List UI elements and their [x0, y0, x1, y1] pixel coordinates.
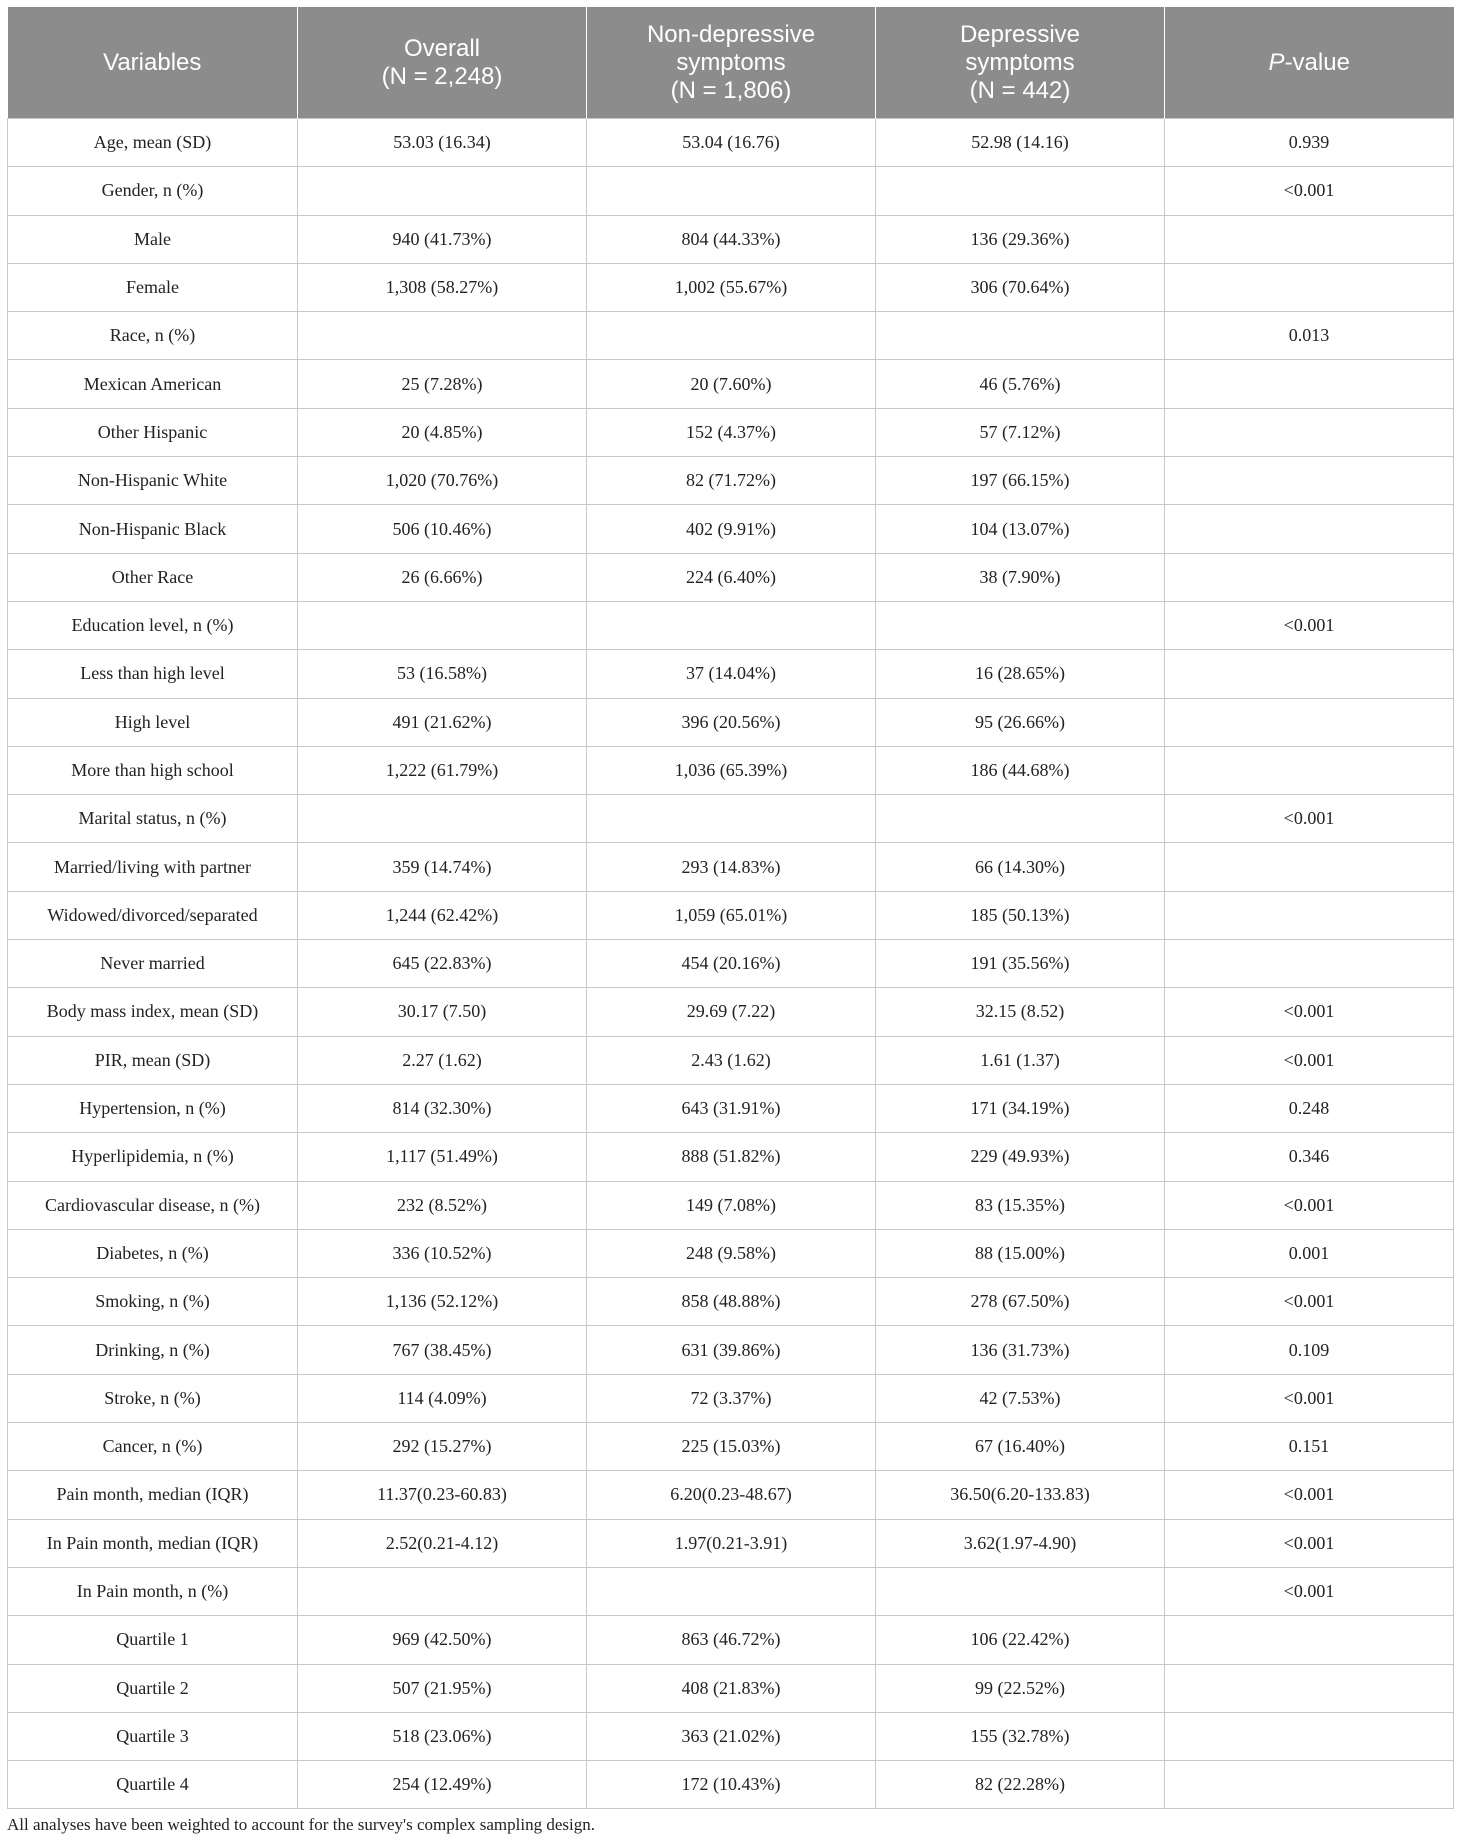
p-value-cell: 0.151	[1165, 1423, 1454, 1471]
overall-cell: 53 (16.58%)	[298, 650, 587, 698]
overall-cell: 518 (23.06%)	[298, 1712, 587, 1760]
variable-cell: Gender, n (%)	[8, 167, 298, 215]
variable-cell: Pain month, median (IQR)	[8, 1471, 298, 1519]
variable-cell: Age, mean (SD)	[8, 119, 298, 167]
variable-cell: High level	[8, 698, 298, 746]
p-value-cell	[1165, 698, 1454, 746]
table-row	[8, 1567, 1454, 1615]
data-table-container	[7, 7, 1453, 1809]
depressive-cell: 42 (7.53%)	[876, 1374, 1165, 1422]
table-row	[8, 650, 1454, 698]
non-depressive-cell: 152 (4.37%)	[587, 408, 876, 456]
overall-cell: 767 (38.45%)	[298, 1326, 587, 1374]
overall-cell: 491 (21.62%)	[298, 698, 587, 746]
depressive-cell: 136 (31.73%)	[876, 1326, 1165, 1374]
non-depressive-cell: 37 (14.04%)	[587, 650, 876, 698]
depressive-cell: 155 (32.78%)	[876, 1712, 1165, 1760]
depressive-cell: 186 (44.68%)	[876, 746, 1165, 794]
table-row	[8, 1712, 1454, 1760]
non-depressive-cell: 631 (39.86%)	[587, 1326, 876, 1374]
variable-cell: Widowed/divorced/separated	[8, 891, 298, 939]
variable-cell: Mexican American	[8, 360, 298, 408]
overall-cell	[298, 312, 587, 360]
p-value-cell: <0.001	[1165, 1567, 1454, 1615]
non-depressive-cell: 248 (9.58%)	[587, 1229, 876, 1277]
overall-cell: 292 (15.27%)	[298, 1423, 587, 1471]
overall-cell: 254 (12.49%)	[298, 1761, 587, 1809]
variable-cell: Smoking, n (%)	[8, 1278, 298, 1326]
non-depressive-cell: 6.20(0.23-48.67)	[587, 1471, 876, 1519]
p-value-cell: 0.248	[1165, 1084, 1454, 1132]
table-row	[8, 843, 1454, 891]
variable-cell: Never married	[8, 940, 298, 988]
table-row	[8, 360, 1454, 408]
p-value-cell: <0.001	[1165, 1181, 1454, 1229]
header-depressive: Depressive symptoms (N = 442)	[876, 7, 1165, 119]
variable-cell: Cancer, n (%)	[8, 1423, 298, 1471]
depressive-cell: 66 (14.30%)	[876, 843, 1165, 891]
overall-cell: 359 (14.74%)	[298, 843, 587, 891]
p-value-cell	[1165, 843, 1454, 891]
depressive-cell: 3.62(1.97-4.90)	[876, 1519, 1165, 1567]
p-value-cell	[1165, 1616, 1454, 1664]
p-value-cell: <0.001	[1165, 1374, 1454, 1422]
table-row	[8, 457, 1454, 505]
variable-cell: Female	[8, 263, 298, 311]
non-depressive-cell: 1,002 (55.67%)	[587, 263, 876, 311]
p-value-cell: 0.013	[1165, 312, 1454, 360]
variable-cell: Male	[8, 215, 298, 263]
non-depressive-cell: 224 (6.40%)	[587, 553, 876, 601]
p-value-cell	[1165, 940, 1454, 988]
p-value-cell	[1165, 1761, 1454, 1809]
non-depressive-cell: 858 (48.88%)	[587, 1278, 876, 1326]
overall-cell	[298, 1567, 587, 1615]
non-depressive-cell: 72 (3.37%)	[587, 1374, 876, 1422]
non-depressive-cell: 1,059 (65.01%)	[587, 891, 876, 939]
overall-cell: 507 (21.95%)	[298, 1664, 587, 1712]
overall-cell: 114 (4.09%)	[298, 1374, 587, 1422]
table-row	[8, 408, 1454, 456]
table-row	[8, 1278, 1454, 1326]
variable-cell: Hyperlipidemia, n (%)	[8, 1133, 298, 1181]
p-value-cell: 0.939	[1165, 119, 1454, 167]
depressive-cell	[876, 167, 1165, 215]
variable-cell: Other Race	[8, 553, 298, 601]
p-value-cell: <0.001	[1165, 1471, 1454, 1519]
p-value-cell	[1165, 1712, 1454, 1760]
p-value-cell	[1165, 746, 1454, 794]
non-depressive-cell	[587, 601, 876, 649]
table-row	[8, 1229, 1454, 1277]
table-row	[8, 312, 1454, 360]
table-row	[8, 1036, 1454, 1084]
table-row	[8, 795, 1454, 843]
depressive-cell: 52.98 (14.16)	[876, 119, 1165, 167]
overall-cell: 53.03 (16.34)	[298, 119, 587, 167]
overall-cell: 1,117 (51.49%)	[298, 1133, 587, 1181]
non-depressive-cell: 53.04 (16.76)	[587, 119, 876, 167]
variable-cell: In Pain month, median (IQR)	[8, 1519, 298, 1567]
table-row	[8, 1761, 1454, 1809]
variable-cell: Quartile 1	[8, 1616, 298, 1664]
non-depressive-cell: 804 (44.33%)	[587, 215, 876, 263]
non-depressive-cell	[587, 167, 876, 215]
p-value-cell: 0.001	[1165, 1229, 1454, 1277]
depressive-cell: 191 (35.56%)	[876, 940, 1165, 988]
variable-cell: Non-Hispanic White	[8, 457, 298, 505]
overall-cell: 30.17 (7.50)	[298, 988, 587, 1036]
depressive-cell: 95 (26.66%)	[876, 698, 1165, 746]
non-depressive-cell: 29.69 (7.22)	[587, 988, 876, 1036]
non-depressive-cell: 149 (7.08%)	[587, 1181, 876, 1229]
depressive-cell: 88 (15.00%)	[876, 1229, 1165, 1277]
p-value-cell	[1165, 505, 1454, 553]
variable-cell: In Pain month, n (%)	[8, 1567, 298, 1615]
variable-cell: Quartile 3	[8, 1712, 298, 1760]
p-value-cell	[1165, 1664, 1454, 1712]
overall-cell	[298, 167, 587, 215]
depressive-cell: 306 (70.64%)	[876, 263, 1165, 311]
table-row	[8, 1664, 1454, 1712]
non-depressive-cell: 454 (20.16%)	[587, 940, 876, 988]
depressive-cell: 278 (67.50%)	[876, 1278, 1165, 1326]
depressive-cell	[876, 601, 1165, 649]
overall-cell: 940 (41.73%)	[298, 215, 587, 263]
non-depressive-cell: 82 (71.72%)	[587, 457, 876, 505]
table-row	[8, 601, 1454, 649]
overall-cell: 506 (10.46%)	[298, 505, 587, 553]
table-row	[8, 505, 1454, 553]
depressive-cell: 67 (16.40%)	[876, 1423, 1165, 1471]
depressive-cell: 185 (50.13%)	[876, 891, 1165, 939]
non-depressive-cell: 643 (31.91%)	[587, 1084, 876, 1132]
table-row	[8, 1423, 1454, 1471]
non-depressive-cell: 888 (51.82%)	[587, 1133, 876, 1181]
p-value-cell: <0.001	[1165, 1036, 1454, 1084]
overall-cell: 814 (32.30%)	[298, 1084, 587, 1132]
variable-cell: PIR, mean (SD)	[8, 1036, 298, 1084]
overall-cell: 2.52(0.21-4.12)	[298, 1519, 587, 1567]
table-row	[8, 698, 1454, 746]
p-value-cell	[1165, 891, 1454, 939]
overall-cell: 969 (42.50%)	[298, 1616, 587, 1664]
p-value-cell: <0.001	[1165, 601, 1454, 649]
p-value-cell	[1165, 457, 1454, 505]
p-value-cell: <0.001	[1165, 1519, 1454, 1567]
variable-cell: Stroke, n (%)	[8, 1374, 298, 1422]
p-value-cell	[1165, 650, 1454, 698]
overall-cell: 336 (10.52%)	[298, 1229, 587, 1277]
header-non-depressive: Non-depressive symptoms (N = 1,806)	[587, 7, 876, 119]
depressive-cell: 83 (15.35%)	[876, 1181, 1165, 1229]
p-value-cell: 0.346	[1165, 1133, 1454, 1181]
variable-cell: Non-Hispanic Black	[8, 505, 298, 553]
depressive-cell: 171 (34.19%)	[876, 1084, 1165, 1132]
non-depressive-cell: 225 (15.03%)	[587, 1423, 876, 1471]
table-row	[8, 1181, 1454, 1229]
table-header-row	[8, 7, 1454, 119]
table-row	[8, 1084, 1454, 1132]
table-footnote: All analyses have been weighted to account for the survey's complex sampling design.	[7, 1815, 595, 1834]
p-value-cell: <0.001	[1165, 795, 1454, 843]
depressive-cell	[876, 795, 1165, 843]
variable-cell: More than high school	[8, 746, 298, 794]
non-depressive-cell: 408 (21.83%)	[587, 1664, 876, 1712]
variable-cell: Other Hispanic	[8, 408, 298, 456]
overall-cell: 1,020 (70.76%)	[298, 457, 587, 505]
p-value-cell	[1165, 215, 1454, 263]
header-p-value: P-value	[1165, 7, 1454, 119]
table-row	[8, 1133, 1454, 1181]
overall-cell	[298, 795, 587, 843]
table-row	[8, 263, 1454, 311]
header-variables: Variables	[8, 7, 298, 119]
depressive-cell: 1.61 (1.37)	[876, 1036, 1165, 1084]
depressive-cell: 16 (28.65%)	[876, 650, 1165, 698]
depressive-cell: 38 (7.90%)	[876, 553, 1165, 601]
depressive-cell: 36.50(6.20-133.83)	[876, 1471, 1165, 1519]
table-row	[8, 119, 1454, 167]
variable-cell: Quartile 4	[8, 1761, 298, 1809]
overall-cell	[298, 601, 587, 649]
overall-cell: 26 (6.66%)	[298, 553, 587, 601]
variable-cell: Diabetes, n (%)	[8, 1229, 298, 1277]
table-row	[8, 891, 1454, 939]
overall-cell: 11.37(0.23-60.83)	[298, 1471, 587, 1519]
table-row	[8, 215, 1454, 263]
non-depressive-cell: 2.43 (1.62)	[587, 1036, 876, 1084]
variable-cell: Cardiovascular disease, n (%)	[8, 1181, 298, 1229]
non-depressive-cell: 363 (21.02%)	[587, 1712, 876, 1760]
overall-cell: 1,136 (52.12%)	[298, 1278, 587, 1326]
header-overall: Overall (N = 2,248)	[298, 7, 587, 119]
p-value-cell: <0.001	[1165, 988, 1454, 1036]
table-row	[8, 940, 1454, 988]
overall-cell: 1,244 (62.42%)	[298, 891, 587, 939]
non-depressive-cell: 172 (10.43%)	[587, 1761, 876, 1809]
overall-cell: 645 (22.83%)	[298, 940, 587, 988]
depressive-cell: 46 (5.76%)	[876, 360, 1165, 408]
variable-cell: Quartile 2	[8, 1664, 298, 1712]
variable-cell: Marital status, n (%)	[8, 795, 298, 843]
p-value-cell	[1165, 360, 1454, 408]
table-row	[8, 746, 1454, 794]
non-depressive-cell: 396 (20.56%)	[587, 698, 876, 746]
table-row	[8, 1326, 1454, 1374]
depressive-cell	[876, 312, 1165, 360]
variable-cell: Education level, n (%)	[8, 601, 298, 649]
depressive-cell	[876, 1567, 1165, 1615]
variable-cell: Hypertension, n (%)	[8, 1084, 298, 1132]
table-row	[8, 1471, 1454, 1519]
non-depressive-cell: 402 (9.91%)	[587, 505, 876, 553]
depressive-cell: 99 (22.52%)	[876, 1664, 1165, 1712]
overall-cell: 25 (7.28%)	[298, 360, 587, 408]
p-value-cell: <0.001	[1165, 1278, 1454, 1326]
depressive-cell: 32.15 (8.52)	[876, 988, 1165, 1036]
variable-cell: Drinking, n (%)	[8, 1326, 298, 1374]
non-depressive-cell: 20 (7.60%)	[587, 360, 876, 408]
table-body	[8, 119, 1454, 1809]
table-row	[8, 1616, 1454, 1664]
p-value-cell	[1165, 263, 1454, 311]
depressive-cell: 104 (13.07%)	[876, 505, 1165, 553]
table-row	[8, 988, 1454, 1036]
variable-cell: Race, n (%)	[8, 312, 298, 360]
depressive-cell: 136 (29.36%)	[876, 215, 1165, 263]
depressive-cell: 229 (49.93%)	[876, 1133, 1165, 1181]
non-depressive-cell: 293 (14.83%)	[587, 843, 876, 891]
non-depressive-cell	[587, 312, 876, 360]
table-row	[8, 553, 1454, 601]
non-depressive-cell: 1,036 (65.39%)	[587, 746, 876, 794]
table-row	[8, 1374, 1454, 1422]
table-row	[8, 167, 1454, 215]
p-value-cell	[1165, 553, 1454, 601]
p-value-cell	[1165, 408, 1454, 456]
table-row	[8, 1519, 1454, 1567]
variable-cell: Less than high level	[8, 650, 298, 698]
p-value-cell: <0.001	[1165, 167, 1454, 215]
characteristics-table	[7, 7, 1454, 1809]
non-depressive-cell: 1.97(0.21-3.91)	[587, 1519, 876, 1567]
depressive-cell: 197 (66.15%)	[876, 457, 1165, 505]
variable-cell: Married/living with partner	[8, 843, 298, 891]
overall-cell: 2.27 (1.62)	[298, 1036, 587, 1084]
overall-cell: 232 (8.52%)	[298, 1181, 587, 1229]
non-depressive-cell	[587, 1567, 876, 1615]
overall-cell: 1,222 (61.79%)	[298, 746, 587, 794]
depressive-cell: 106 (22.42%)	[876, 1616, 1165, 1664]
depressive-cell: 82 (22.28%)	[876, 1761, 1165, 1809]
non-depressive-cell	[587, 795, 876, 843]
overall-cell: 20 (4.85%)	[298, 408, 587, 456]
overall-cell: 1,308 (58.27%)	[298, 263, 587, 311]
variable-cell: Body mass index, mean (SD)	[8, 988, 298, 1036]
depressive-cell: 57 (7.12%)	[876, 408, 1165, 456]
p-value-cell: 0.109	[1165, 1326, 1454, 1374]
non-depressive-cell: 863 (46.72%)	[587, 1616, 876, 1664]
